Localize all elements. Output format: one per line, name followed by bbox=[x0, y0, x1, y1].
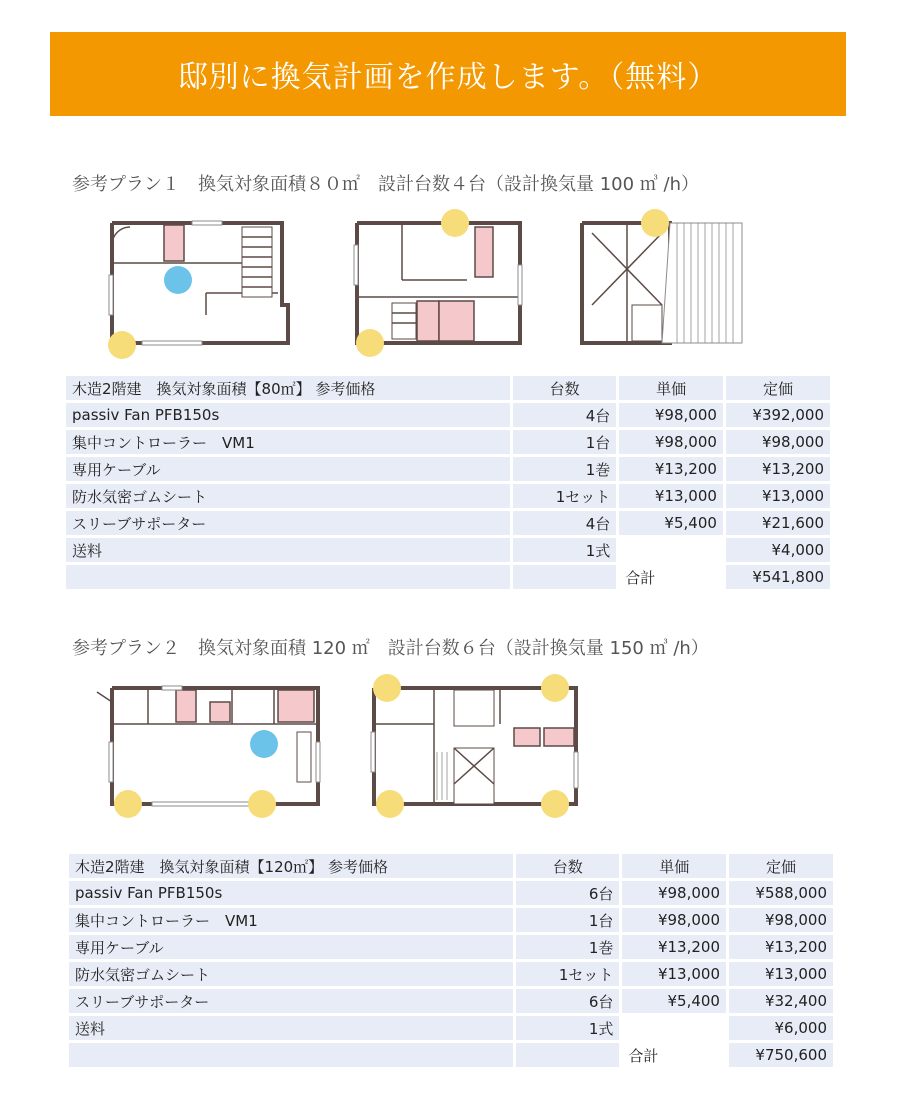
item-qty: 1巻 bbox=[513, 457, 616, 481]
plan2-title: 参考プラン２ 換気対象面積 120 ㎡ 設計台数６台（設計換気量 150 ㎥ /h） bbox=[72, 638, 709, 659]
fan-marker-icon bbox=[114, 790, 142, 818]
table-row bbox=[66, 484, 830, 508]
table-row bbox=[69, 1016, 833, 1040]
item-qty: 6台 bbox=[516, 881, 619, 905]
plan1-title: 参考プラン１ 換気対象面積８０㎡ 設計台数４台（設計換気量 100 ㎥ /h） bbox=[72, 174, 699, 195]
table-row bbox=[69, 881, 833, 905]
item-list-price: ¥13,000 bbox=[726, 484, 830, 508]
plan1-price-table bbox=[63, 373, 833, 592]
item-unit-price: ¥13,200 bbox=[622, 935, 726, 959]
item-name: 送料 bbox=[66, 538, 510, 562]
item-unit-price: ¥5,400 bbox=[622, 989, 726, 1013]
plan1-floorplans bbox=[92, 205, 772, 365]
table-total-row bbox=[66, 565, 830, 589]
item-qty: 1台 bbox=[516, 908, 619, 932]
item-qty: 1式 bbox=[513, 538, 616, 562]
fan-marker-icon bbox=[541, 674, 569, 702]
header-cell: 台数 bbox=[516, 854, 619, 878]
item-unit-price: ¥98,000 bbox=[622, 881, 726, 905]
item-unit-price: ¥13,000 bbox=[619, 484, 723, 508]
item-qty: 1式 bbox=[516, 1016, 619, 1040]
item-unit-price: ¥5,400 bbox=[619, 511, 723, 535]
item-list-price: ¥21,600 bbox=[726, 511, 830, 535]
controller-marker-icon bbox=[164, 266, 192, 294]
item-unit-price bbox=[619, 538, 723, 562]
table-row bbox=[66, 511, 830, 535]
controller-marker-icon bbox=[250, 730, 278, 758]
banner-title: 邸別に換気計画を作成します。（無料） bbox=[177, 60, 719, 95]
page-banner bbox=[50, 32, 846, 116]
total-value: ¥750,600 bbox=[729, 1043, 833, 1067]
header-cell: 単価 bbox=[619, 376, 723, 400]
fan-marker-icon bbox=[356, 329, 384, 357]
item-qty: 1セット bbox=[513, 484, 616, 508]
item-name: 防水気密ゴムシート bbox=[66, 484, 510, 508]
item-unit-price bbox=[622, 1016, 726, 1040]
total-value: ¥541,800 bbox=[726, 565, 830, 589]
plan2-floor2 bbox=[371, 674, 578, 818]
table-row bbox=[66, 457, 830, 481]
plan1-floor1 bbox=[108, 221, 288, 359]
table-header-row bbox=[69, 854, 833, 878]
fan-marker-icon bbox=[541, 790, 569, 818]
item-unit-price: ¥98,000 bbox=[619, 430, 723, 454]
item-unit-price: ¥13,000 bbox=[622, 962, 726, 986]
item-qty: 1セット bbox=[516, 962, 619, 986]
header-cell: 台数 bbox=[513, 376, 616, 400]
item-name: passiv Fan PFB150s bbox=[66, 403, 510, 427]
item-name: 専用ケーブル bbox=[66, 457, 510, 481]
fan-marker-icon bbox=[376, 790, 404, 818]
item-list-price: ¥13,000 bbox=[729, 962, 833, 986]
item-list-price: ¥6,000 bbox=[729, 1016, 833, 1040]
header-cell: 定価 bbox=[726, 376, 830, 400]
table-row bbox=[69, 908, 833, 932]
item-unit-price: ¥13,200 bbox=[619, 457, 723, 481]
plan2-floorplans bbox=[92, 672, 592, 832]
plan1-floor2 bbox=[354, 209, 522, 357]
table-row bbox=[69, 935, 833, 959]
plan2-floor1 bbox=[97, 686, 320, 818]
item-name: passiv Fan PFB150s bbox=[69, 881, 513, 905]
item-name: 送料 bbox=[69, 1016, 513, 1040]
table-row bbox=[66, 403, 830, 427]
item-list-price: ¥392,000 bbox=[726, 403, 830, 427]
item-name: 専用ケーブル bbox=[69, 935, 513, 959]
table-row bbox=[66, 430, 830, 454]
fan-marker-icon bbox=[108, 331, 136, 359]
item-name: スリーブサポーター bbox=[69, 989, 513, 1013]
item-qty: 4台 bbox=[513, 403, 616, 427]
fan-marker-icon bbox=[248, 790, 276, 818]
total-label: 合計 bbox=[619, 565, 723, 589]
total-label: 合計 bbox=[622, 1043, 726, 1067]
header-cell: 単価 bbox=[622, 854, 726, 878]
item-name: 集中コントローラー VM1 bbox=[66, 430, 510, 454]
item-list-price: ¥98,000 bbox=[729, 908, 833, 932]
item-list-price: ¥32,400 bbox=[729, 989, 833, 1013]
fan-marker-icon bbox=[641, 209, 669, 237]
header-cell: 定価 bbox=[729, 854, 833, 878]
item-list-price: ¥4,000 bbox=[726, 538, 830, 562]
table-row bbox=[69, 989, 833, 1013]
item-name: スリーブサポーター bbox=[66, 511, 510, 535]
item-qty: 1台 bbox=[513, 430, 616, 454]
item-list-price: ¥588,000 bbox=[729, 881, 833, 905]
header-cell: 木造2階建 換気対象面積【80㎡】 参考価格 bbox=[66, 376, 510, 400]
table-row bbox=[66, 538, 830, 562]
item-list-price: ¥98,000 bbox=[726, 430, 830, 454]
item-name: 集中コントローラー VM1 bbox=[69, 908, 513, 932]
header-cell: 木造2階建 換気対象面積【120㎡】 参考価格 bbox=[69, 854, 513, 878]
item-unit-price: ¥98,000 bbox=[619, 403, 723, 427]
plan1-loft bbox=[582, 209, 742, 343]
item-qty: 1巻 bbox=[516, 935, 619, 959]
fan-marker-icon bbox=[441, 209, 469, 237]
item-list-price: ¥13,200 bbox=[729, 935, 833, 959]
item-qty: 4台 bbox=[513, 511, 616, 535]
item-name: 防水気密ゴムシート bbox=[69, 962, 513, 986]
item-unit-price: ¥98,000 bbox=[622, 908, 726, 932]
item-list-price: ¥13,200 bbox=[726, 457, 830, 481]
item-qty: 6台 bbox=[516, 989, 619, 1013]
table-header-row bbox=[66, 376, 830, 400]
plan2-price-table bbox=[66, 851, 836, 1070]
table-row bbox=[69, 962, 833, 986]
table-total-row bbox=[69, 1043, 833, 1067]
fan-marker-icon bbox=[373, 674, 401, 702]
